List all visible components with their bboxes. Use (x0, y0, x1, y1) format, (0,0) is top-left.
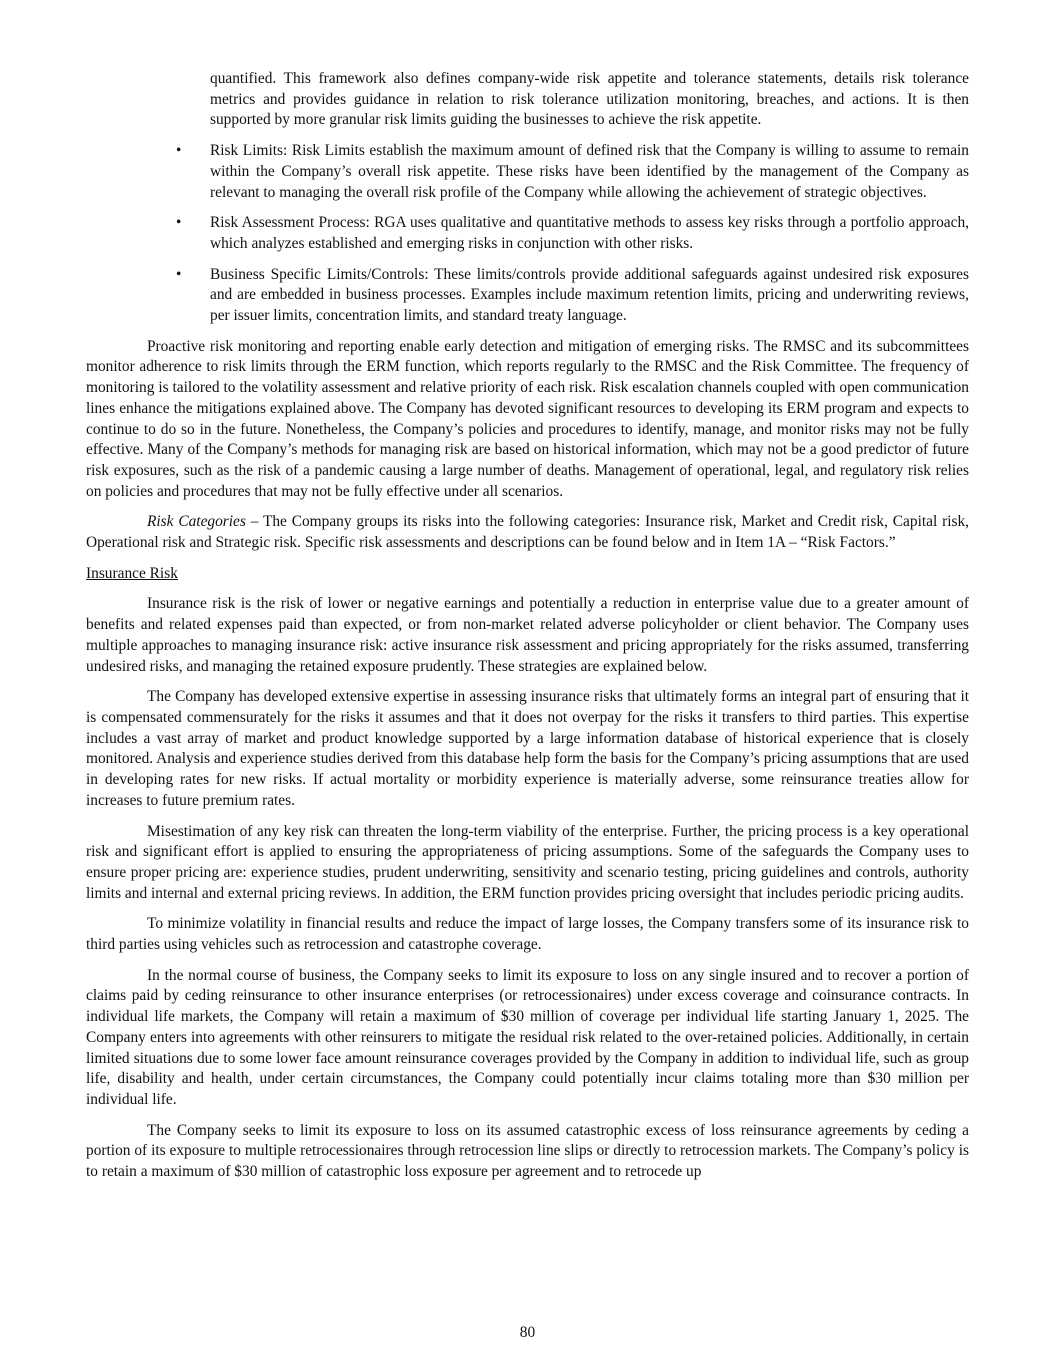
bullet-icon: • (176, 142, 182, 160)
risk-categories-label: Risk Categories (147, 513, 246, 531)
bullet-text: Business Specific Limits/Controls: These limits/controls provide additional safeguards against undesired risk exposures and are embedded in business processes. Examples include maximum retention limits, pricing and underwriting reviews, per issuer limits, concentration limits, and standard treaty language. (210, 265, 969, 325)
framework-continuation: quantified. This framework also defines company-wide risk appetite and tolerance statements, details risk tolerance metrics and provides guidance in relation to risk tolerance utilization monitoring, breaches, and actions. It is then supported by more granular risk limits guiding the businesses to achieve the risk appetite. (210, 70, 969, 129)
bullet-icon: • (176, 265, 182, 283)
bullet-risk-limits (86, 141, 969, 203)
insurance-paragraph: Misestimation of any key risk can threaten the long-term viability of the enterprise. Further, the pricing process is a key operational risk and significant effort is applied to ensuring the appropriateness of pricing assumptions. Some of the safeguards the Company uses to ensure proper pricing are: experience studies, prudent underwriting, sensitivity and scenario testing, pricing guidelines and controls, authority limits and internal and external pricing reviews. In addition, the ERM function provides pricing oversight that includes periodic pricing audits. (86, 822, 969, 902)
bullet-text: Risk Assessment Process: RGA uses qualitative and quantitative methods to assess key risks through a portfolio approach, which analyzes established and emerging risks in conjunction with other risks. (210, 214, 969, 252)
bullet-text: Risk Limits: Risk Limits establish the maximum amount of defined risk that the Company is willing to assume to remain within the Company’s overall risk appetite. These risks have been identified by the management of the Company as relevant to managing the overall risk profile of the Company while allowing the achievement of strategic objectives. (210, 142, 969, 201)
document-body (86, 69, 969, 1193)
page-number: 80 (519, 1324, 536, 1341)
insurance-paragraph: The Company has developed extensive expertise in assessing insurance risks that ultimately forms an integral part of ensuring that it is compensated commensurately for the risks it assumes and that it does not overpay for the risks it transfers to third parties. This expertise includes a vast array of market and product knowledge supported by a large information database of historical experience that is closely monitored. Analysis and experience studies derived from this database help form the basis for the Company’s pricing assumptions that are used in developing rates for new risks. If actual mortality or morbidity experience is materially adverse, some reinsurance treaties allow for increases to future premium rates. (86, 688, 969, 809)
insurance-paragraph: The Company seeks to limit its exposure to loss on its assumed catastrophic excess of loss reinsurance agreements by ceding a portion of its exposure to multiple retrocessionaires through retrocession line slips or directly to retrocession markets. The Company’s policy is to retain a maximum of $30 million of catastrophic loss exposure per agreement and to retrocede up (86, 1121, 969, 1181)
insurance-paragraph: To minimize volatility in financial results and reduce the impact of large losses, the Company transfers some of its insurance risk to third parties using vehicles such as retrocession and catastrophe coverage. (86, 915, 969, 954)
risk-categories-text: – The Company groups its risks into the following categories: Insurance risk, Market and Credit risk, Capital risk, Operational risk and Strategic risk. Specific risk assessments and descriptions can be found below and in Item 1A – “Risk Factors.” (86, 513, 970, 552)
insurance-risk-heading: Insurance Risk (86, 564, 178, 582)
bullet-risk-assessment (86, 213, 969, 254)
insurance-paragraph: In the normal course of business, the Company seeks to limit its exposure to loss on any single insured and to recover a portion of claims paid by ceding reinsurance to other insurance enterprises (or retrocessionaires) under excess coverage and coinsurance contracts. In individual life markets, the Company will retain a maximum of $30 million of coverage per individual life starting January 1, 2025. The Company enters into agreements with other reinsurers to mitigate the residual risk related to the over-retained policies. Additionally, in certain limited situations due to some lower face amount reinsurance coverages provided by the Company in addition to individual life, such as group life, disability and health, under certain circumstances, the Company could potentially incur claims totaling more than $30 million per individual life. (86, 966, 969, 1108)
bullet-business-limits (86, 265, 969, 327)
monitoring-paragraph: Proactive risk monitoring and reporting enable early detection and mitigation of emerging risks. The RMSC and its subcommittees monitor adherence to risk limits through the ERM function, which reports regularly to the RMSC and the Risk Committee. The frequency of monitoring is tailored to the volatility assessment and relative priority of each risk. Risk escalation channels coupled with open communication lines enhance the mitigations explained above. The Company has devoted significant resources to developing its ERM program and expects to continue to do so in the future. Nonetheless, the Company’s policies and procedures to identify, manage, and monitor risks may not be fully effective. Many of the Company’s methods for managing risk are based on historical information, which may not be a good predictor of future risk exposures, such as the risk of a pandemic causing a large number of deaths. Management of operational, legal, and regulatory risk relies on policies and procedures that may not be fully effective under all scenarios. (86, 337, 969, 500)
insurance-paragraph: Insurance risk is the risk of lower or negative earnings and potentially a reduction in enterprise value due to a greater amount of benefits and related expenses paid than expected, or from non-market related adverse policyholder or client behavior. The Company uses multiple approaches to managing insurance risk: active insurance risk assessment and pricing appropriately for the risks assumed, transferring undesired risks, and managing the retained exposure prudently. These strategies are explained below. (86, 595, 969, 675)
risk-categories-paragraph (86, 512, 969, 553)
bullet-icon: • (176, 214, 182, 232)
